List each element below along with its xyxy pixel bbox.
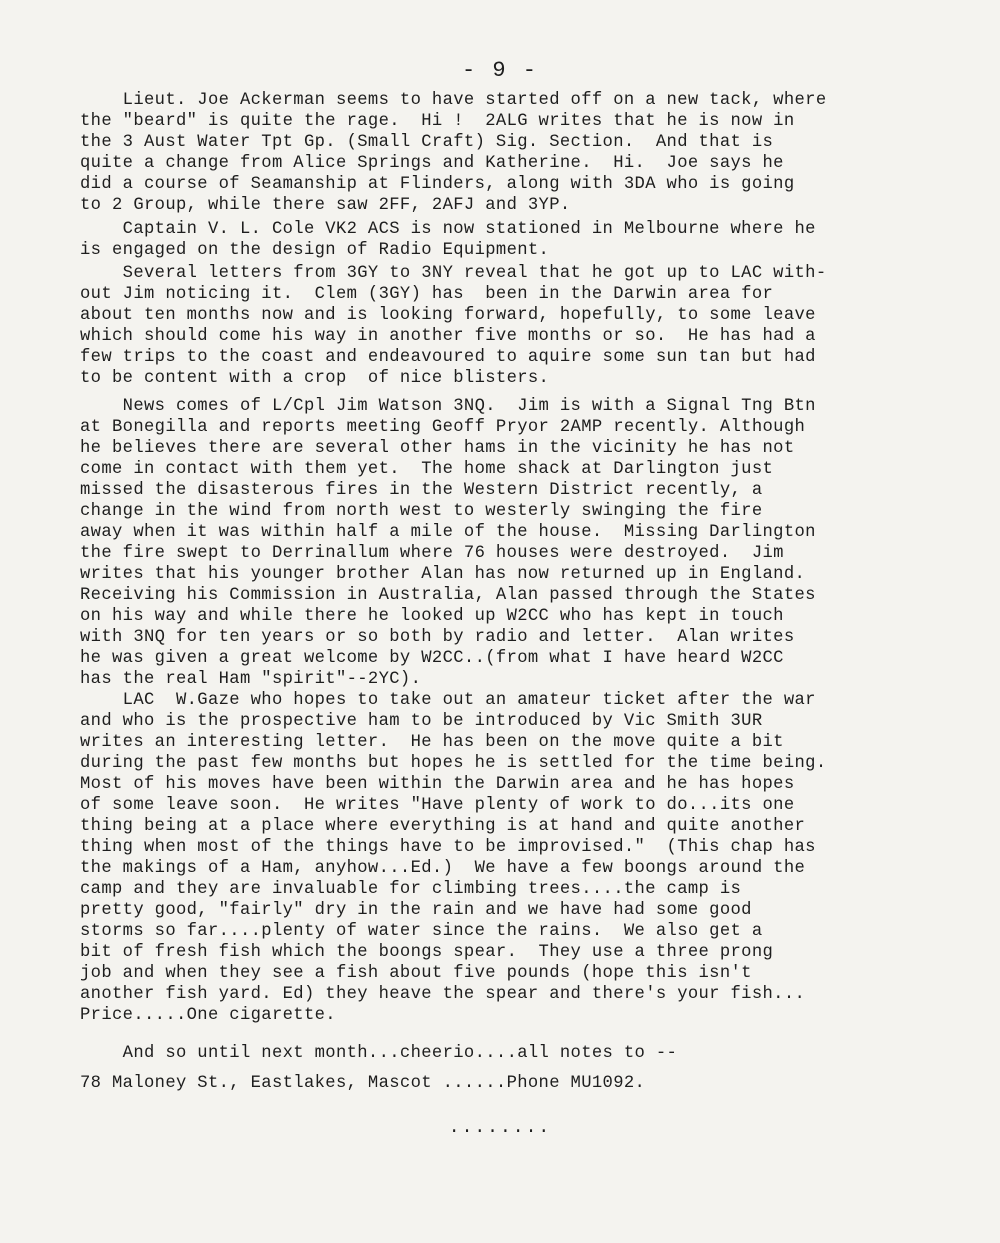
text-line: pretty good, "fairly" dry in the rain and we have had some good: [80, 901, 752, 920]
text-line: LAC W.Gaze who hopes to take out an amateur ticket after the war: [80, 691, 816, 710]
text-line: which should come his way in another five months or so. He has had a: [80, 327, 816, 346]
text-line: with 3NQ for ten years or so both by radio and letter. Alan writes: [80, 628, 795, 647]
text-line: he believes there are several other hams in the vicinity he has not: [80, 439, 795, 458]
text-line: the makings of a Ham, anyhow...Ed.) We have a few boongs around the: [80, 859, 806, 878]
text-line: come in contact with them yet. The home shack at Darlington just: [80, 460, 774, 479]
end-dots: ........: [448, 1118, 552, 1138]
text-line: has the real Ham "spirit"--2YC).: [80, 670, 422, 689]
text-line: the 3 Aust Water Tpt Gp. (Small Craft) Sig. Section. And that is: [80, 133, 774, 152]
text-line: he was given a great welcome by W2CC..(from what I have heard W2CC: [80, 649, 784, 668]
text-line: to be content with a crop of nice blisters.: [80, 369, 550, 388]
text-line: thing being at a place where everything is at hand and quite another: [80, 817, 806, 836]
text-line: away when it was within half a mile of the house. Missing Darlington: [80, 523, 816, 542]
text-line: out Jim noticing it. Clem (3GY) has been in the Darwin area for: [80, 285, 774, 304]
text-line: to 2 Group, while there saw 2FF, 2AFJ and 3YP.: [80, 196, 571, 215]
text-line: News comes of L/Cpl Jim Watson 3NQ. Jim is with a Signal Tng Btn: [80, 397, 816, 416]
text-line: Receiving his Commission in Australia, Alan passed through the States: [80, 586, 816, 605]
text-line: writes an interesting letter. He has been on the move quite a bit: [80, 733, 784, 752]
text-line: storms so far....plenty of water since the rains. We also get a: [80, 922, 763, 941]
text-line: job and when they see a fish about five pounds (hope this isn't: [80, 964, 752, 983]
text-line: of some leave soon. He writes "Have plenty of work to do...its one: [80, 796, 795, 815]
text-line: on his way and while there he looked up W2CC who has kept in touch: [80, 607, 784, 626]
text-line: change in the wind from north west to westerly swinging the fire: [80, 502, 763, 521]
text-line: the "beard" is quite the rage. Hi ! 2ALG writes that he is now in: [80, 112, 795, 131]
text-line: during the past few months but hopes he is settled for the time being.: [80, 754, 827, 773]
text-line: and who is the prospective ham to be introduced by Vic Smith 3UR: [80, 712, 763, 731]
text-line: Several letters from 3GY to 3NY reveal that he got up to LAC with-: [80, 264, 827, 283]
text-line: another fish yard. Ed) they heave the spear and there's your fish...: [80, 985, 806, 1004]
text-line: few trips to the coast and endeavoured to aquire some sun tan but had: [80, 348, 816, 367]
text-line: camp and they are invaluable for climbing trees....the camp is: [80, 880, 742, 899]
text-line: missed the disasterous fires in the Western District recently, a: [80, 481, 763, 500]
text-line: Price.....One cigarette.: [80, 1006, 336, 1025]
text-line: quite a change from Alice Springs and Katherine. Hi. Joe says he: [80, 154, 784, 173]
text-line: Captain V. L. Cole VK2 ACS is now stationed in Melbourne where he: [80, 220, 816, 239]
text-line: bit of fresh fish which the boongs spear. They use a three prong: [80, 943, 774, 962]
text-line: Lieut. Joe Ackerman seems to have started off on a new tack, where: [80, 91, 827, 110]
text-line: did a course of Seamanship at Flinders, along with 3DA who is going: [80, 175, 795, 194]
text-line: Most of his moves have been within the Darwin area and he has hopes: [80, 775, 795, 794]
text-line: 78 Maloney St., Eastlakes, Mascot ......Phone MU1092.: [80, 1074, 646, 1093]
text-line: And so until next month...cheerio....all notes to --: [80, 1044, 678, 1063]
text-line: is engaged on the design of Radio Equipment.: [80, 241, 550, 260]
text-line: writes that his younger brother Alan has now returned up in England.: [80, 565, 806, 584]
page-number: - 9 -: [461, 58, 538, 83]
text-line: at Bonegilla and reports meeting Geoff Pryor 2AMP recently. Although: [80, 418, 806, 437]
text-line: the fire swept to Derrinallum where 76 houses were destroyed. Jim: [80, 544, 784, 563]
text-line: about ten months now and is looking forward, hopefully, to some leave: [80, 306, 816, 325]
text-line: thing when most of the things have to be improvised." (This chap has: [80, 838, 816, 857]
